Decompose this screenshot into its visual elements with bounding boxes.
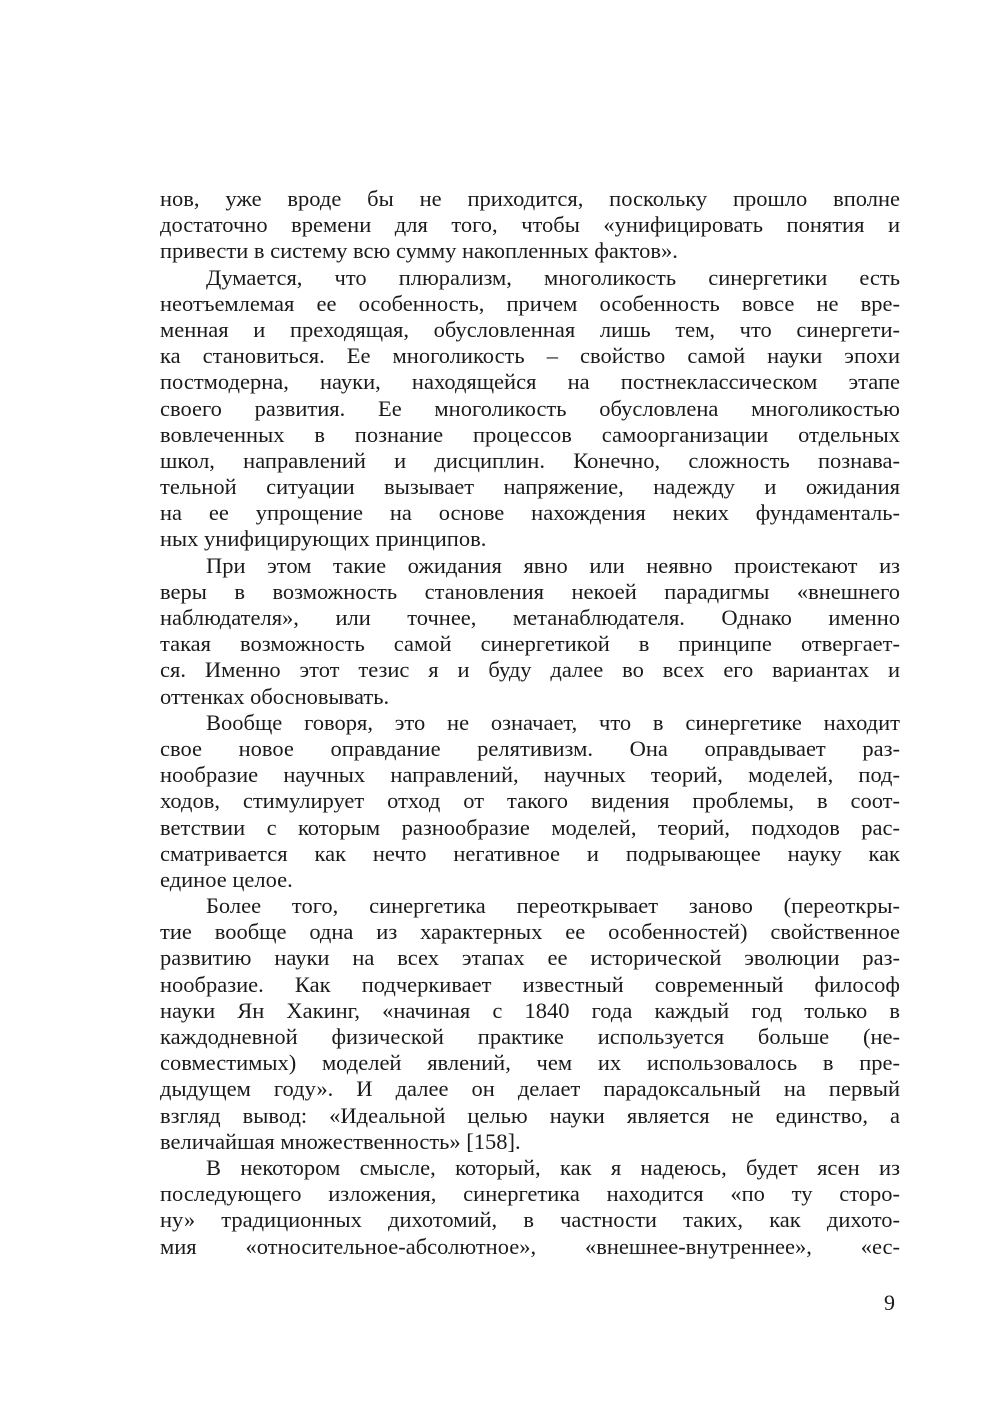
- text-line: оттенках обосновывать.: [160, 683, 390, 709]
- text-line: ка становиться. Ее многоликость – свойство самой науки эпохи: [160, 343, 900, 369]
- text-line: постмодерна, науки, находящейся на постнеклассическом этапе: [160, 369, 900, 395]
- paragraph: [160, 1155, 900, 1260]
- text-line: Более того, синергетика переоткрывает заново (переоткры-: [206, 893, 900, 919]
- text-line: наблюдателя», или точнее, метанаблюдателя. Однако именно: [160, 605, 900, 630]
- text-line: своего развития. Ее многоликость обусловлена многоликостью: [160, 395, 900, 421]
- text-line: науки Ян Хакинг, «начиная с 1840 года каждый год только в: [160, 997, 900, 1023]
- text-line: При этом такие ожидания явно или неявно проистекают из: [206, 552, 900, 578]
- text-line: достаточно времени для того, чтобы «унифицировать понятия и: [160, 212, 900, 238]
- text-line: развитию науки на всех этапах ее исторической эволюции раз-: [160, 945, 900, 971]
- text-line: ходов, стимулирует отход от такого видения проблемы, в соот-: [160, 788, 900, 814]
- text-line: свое новое оправдание релятивизм. Она оправдывает раз-: [160, 735, 900, 761]
- text-line: вовлеченных в познание процессов самоорганизации отдельных: [160, 421, 900, 447]
- text-line: школ, направлений и дисциплин. Конечно, сложность познава-: [160, 447, 900, 473]
- text-line: величайшая множественность» [158].: [160, 1128, 521, 1154]
- text-line: ных унифицирующих принципов.: [160, 526, 487, 552]
- paragraph: [160, 710, 900, 893]
- text-line: единое целое.: [160, 866, 293, 892]
- text-line: нообразие научных направлений, научных теорий, моделей, под-: [160, 762, 900, 788]
- text-line: ся. Именно этот тезис я и буду далее во всех его вариантах и: [160, 657, 900, 683]
- text-line: неотъемлемая ее особенность, причем особенность вовсе не вре-: [160, 290, 900, 316]
- text-line: совместимых) моделей явлений, чем их использовалось в пре-: [160, 1050, 900, 1076]
- body-text: [160, 186, 900, 1260]
- text-line: нообразие. Как подчеркивает известный современный философ: [160, 971, 900, 997]
- page-number: 9: [884, 1290, 895, 1315]
- paragraph: [160, 553, 900, 710]
- paragraph: [160, 186, 900, 265]
- text-line: сматривается как нечто негативное и подрывающее науку как: [160, 840, 900, 866]
- text-line: тие вообще одна из характерных ее особенностей) свойственное: [160, 919, 900, 945]
- text-line: тельной ситуации вызывает напряжение, надежду и ожидания: [160, 474, 900, 500]
- text-line: Думается, что плюрализм, многоликость синергетики есть: [206, 264, 900, 290]
- text-line: Вообще говоря, это не означает, что в синергетике находит: [206, 709, 900, 735]
- text-line: мия «относительное-абсолютное», «внешнее-внутреннее», «ес-: [160, 1233, 900, 1259]
- text-line: такая возможность самой синергетикой в принципе отвергает-: [160, 631, 900, 657]
- text-line: В некотором смысле, который, как я надеюсь, будет ясен из: [206, 1154, 900, 1180]
- text-line: нов, уже вроде бы не приходится, поскольку прошло вполне: [160, 186, 900, 211]
- text-line: ну» традиционных дихотомий, в частности таких, как дихото-: [160, 1207, 900, 1233]
- text-line: менная и преходящая, обусловленная лишь тем, что синергети-: [160, 316, 900, 342]
- text-line: привести в систему всю сумму накопленных фактов».: [160, 238, 678, 264]
- text-line: каждодневной физической практике используется больше (не-: [160, 1024, 900, 1049]
- text-line: последующего изложения, синергетика находится «по ту сторо-: [160, 1181, 900, 1207]
- text-line: на ее упрощение на основе нахождения неких фундаменталь-: [160, 500, 900, 526]
- text-line: взгляд вывод: «Идеальной целью науки является не единство, а: [160, 1102, 900, 1128]
- paragraph: [160, 265, 900, 553]
- text-line: веры в возможность становления некоей парадигмы «внешнего: [160, 578, 900, 604]
- paragraph: [160, 893, 900, 1155]
- text-line: дыдущем году». И далее он делает парадоксальный на первый: [160, 1076, 900, 1102]
- text-line: ветствии с которым разнообразие моделей, теорий, подходов рас-: [160, 814, 900, 840]
